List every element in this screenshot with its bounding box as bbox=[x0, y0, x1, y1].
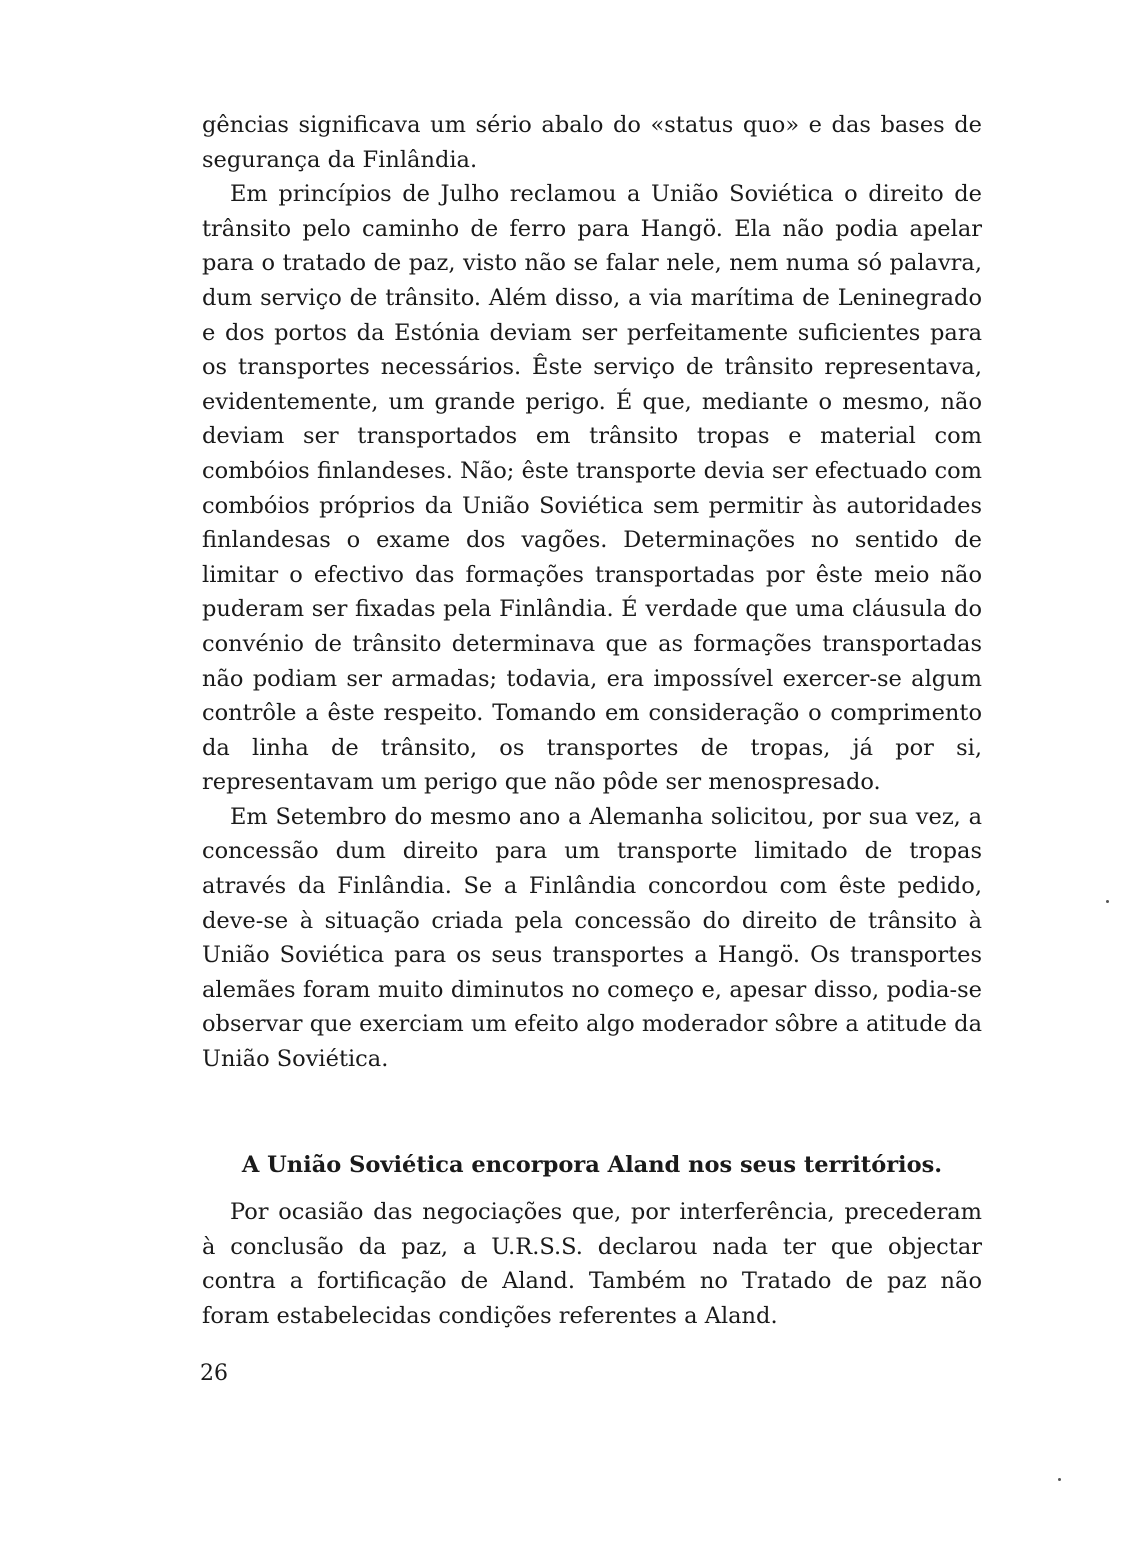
paragraph-aland: Por ocasião das negociações que, por interferência, precederam à conclusão da paz, a U.R.S.S. declarou nada ter que objectar contra a fortificação de Aland. Também no Tratado de paz não foram estabelecidas condições referentes a Aland. bbox=[202, 1199, 982, 1329]
paragraph-continuation: gências significava um sério abalo do «status quo» e das bases de segurança da Finlândia. bbox=[202, 112, 982, 173]
section-heading: A União Soviética encorpora Aland nos seus territórios. bbox=[241, 1152, 943, 1178]
section-body-text bbox=[202, 1195, 982, 1333]
scan-speck-mark bbox=[1058, 1478, 1061, 1481]
page-number: 26 bbox=[200, 1361, 228, 1386]
body-text bbox=[202, 108, 982, 1077]
paragraph-transit-rights: Em princípios de Julho reclamou a União Soviética o direito de trânsito pelo caminho de ferro para Hangö. Ela não podia apelar para o tratado de paz, visto não se falar nele, nem numa só palavra, dum serviço de trânsito. Além disso, a via marítima de Leninegrado e dos portos da Estónia deviam ser perfeitamente suficientes para os transportes necessários. Êste serviço de trânsito representava, evidentemente, um grande perigo. É que, mediante o mesmo, não deviam ser transportados em trânsito tropas e material com combóios finlandeses. Não; êste transporte devia ser efectuado com combóios próprios da União Soviética sem permitir às autoridades finlandesas o exame dos vagões. Determinações no sentido de limitar o efectivo das formações transportadas por êste meio não puderam ser fixadas pela Finlândia. É verdade que uma cláusula do convénio de trânsito determinava que as formações transportadas não podiam ser armadas; todavia, era impossível exercer-se algum contrôle a êste respeito. Tomando em consideração o comprimento da linha de trânsito, os transportes de tropas, já por si, representavam um perigo que não pôde ser menospresado. bbox=[202, 181, 982, 796]
scan-speck-mark bbox=[1106, 900, 1109, 903]
paragraph-german-transport: Em Setembro do mesmo ano a Alemanha solicitou, por sua vez, a concessão dum direito para um transporte limitado de tropas através da Finlândia. Se a Finlândia concordou com êste pedido, deve-se à situação criada pela concessão do direito de trânsito à União Soviética para os seus transportes a Hangö. Os transportes alemães foram muito diminutos no começo e, apesar disso, podia-se observar que exerciam um efeito algo moderador sôbre a atitude da União Soviética. bbox=[202, 803, 982, 1073]
